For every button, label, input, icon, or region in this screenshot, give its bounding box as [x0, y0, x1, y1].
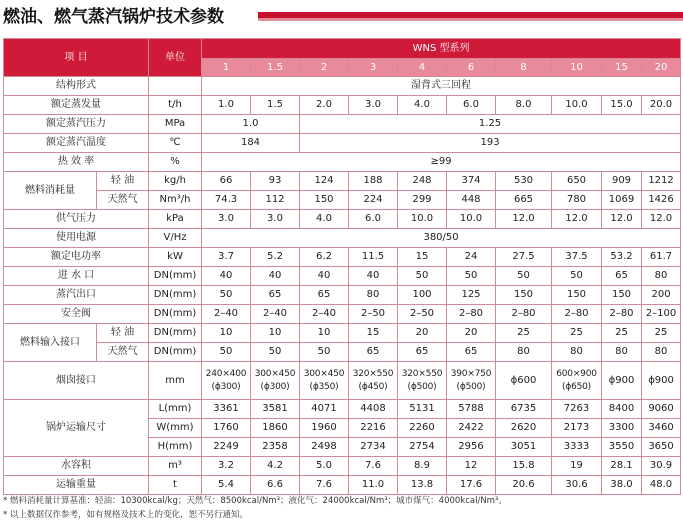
transport-H-value: 2358 [251, 438, 300, 457]
inlet-value: 50 [552, 267, 602, 286]
fuel-in-oil-value: 25 [552, 324, 602, 343]
table-row [4, 400, 681, 419]
fuel-in-label: 燃料输入接口 [4, 324, 97, 362]
model-header: 20 [642, 59, 681, 77]
model-header: 10 [552, 59, 602, 77]
water-value: 12 [447, 457, 496, 476]
fuel-in-oil-unit: DN(mm) [149, 324, 202, 343]
supply-value: 12.0 [496, 210, 552, 229]
power-value: 15 [398, 248, 447, 267]
outlet-value: 100 [398, 286, 447, 305]
safety-value: 2–40 [202, 305, 251, 324]
weight-value: 11.0 [349, 476, 398, 495]
eff-label: 热 效 率 [4, 153, 149, 172]
power-value: 27.5 [496, 248, 552, 267]
chimney-value [496, 362, 552, 400]
evap-value: 3.0 [349, 96, 398, 115]
fuel-in-oil-value: 20 [447, 324, 496, 343]
fuel-oil-unit: kg/h [149, 172, 202, 191]
pressure-label: 额定蒸汽压力 [4, 115, 149, 134]
chimney-diameter: ϕ900 [608, 375, 635, 386]
fuel-in-gas-unit: DN(mm) [149, 343, 202, 362]
header-unit: 单位 [149, 39, 202, 77]
fuel-gas-value: 1426 [642, 191, 681, 210]
supply-value: 10.0 [398, 210, 447, 229]
model-header: 8 [496, 59, 552, 77]
chimney-value [398, 362, 447, 400]
outlet-value: 200 [642, 286, 681, 305]
table-row [4, 267, 681, 286]
power-value: 53.2 [602, 248, 642, 267]
weight-value: 48.0 [642, 476, 681, 495]
evap-unit: t/h [149, 96, 202, 115]
supply-value: 12.0 [602, 210, 642, 229]
chimney-diameter: (ϕ300) [260, 381, 290, 392]
chimney-size: 300×450 [303, 368, 345, 379]
fuel-in-oil-value: 10 [300, 324, 349, 343]
water-value: 15.8 [496, 457, 552, 476]
fuel-gas-value: 448 [447, 191, 496, 210]
safety-value: 2–80 [602, 305, 642, 324]
chimney-value [642, 362, 681, 400]
power-value: 6.2 [300, 248, 349, 267]
supply-label: 供气压力 [4, 210, 149, 229]
inlet-value: 65 [602, 267, 642, 286]
transport-L-value: 9060 [642, 400, 681, 419]
pressure-value: 1.25 [300, 115, 681, 134]
transport-W-value: 2173 [552, 419, 602, 438]
footnote-fuel-basis: * 燃料消耗量计算基准：轻油：10300kcal/kg；天然气：8500kcal/Nm³；液化气：24000kcal/Nm³；城市煤气：4000kcal/Nm³。 [3, 496, 507, 506]
fuel-in-gas-value: 65 [447, 343, 496, 362]
power-unit: kW [149, 248, 202, 267]
weight-value: 17.6 [447, 476, 496, 495]
fuel-gas-value: 224 [349, 191, 398, 210]
fuel-gas-value: 112 [251, 191, 300, 210]
transport-H-value: 2249 [202, 438, 251, 457]
fuel-gas-value: 74.3 [202, 191, 251, 210]
water-value: 7.6 [349, 457, 398, 476]
chimney-size: 240×400 [205, 368, 247, 379]
transport-W-value: 1960 [300, 419, 349, 438]
chimney-diameter: (ϕ450) [358, 381, 388, 392]
eff-value: ≥99 [202, 153, 681, 172]
table-row [4, 286, 681, 305]
outlet-unit: DN(mm) [149, 286, 202, 305]
chimney-diameter: (ϕ300) [211, 381, 241, 392]
chimney-value [552, 362, 602, 400]
fuel-in-oil-value: 25 [496, 324, 552, 343]
fuel-oil-label: 轻 油 [97, 172, 149, 191]
transport-W-unit: W(mm) [149, 419, 202, 438]
transport-W-value: 3460 [642, 419, 681, 438]
table-row [4, 343, 681, 362]
outlet-value: 50 [202, 286, 251, 305]
fuel-oil-value: 93 [251, 172, 300, 191]
chimney-size: 320×550 [401, 368, 443, 379]
table-row [4, 39, 681, 59]
transport-H-value: 3650 [642, 438, 681, 457]
evap-value: 8.0 [496, 96, 552, 115]
chimney-diameter: ϕ900 [648, 375, 674, 386]
fuel-oil-value: 124 [300, 172, 349, 191]
inlet-value: 40 [349, 267, 398, 286]
fuel-label: 燃料消耗量 [4, 172, 97, 210]
water-value: 8.9 [398, 457, 447, 476]
fuel-gas-value: 665 [496, 191, 552, 210]
model-header: 6 [447, 59, 496, 77]
transport-L-value: 4408 [349, 400, 398, 419]
fuel-gas-value: 299 [398, 191, 447, 210]
transport-L-value: 6735 [496, 400, 552, 419]
inlet-unit: DN(mm) [149, 267, 202, 286]
weight-value: 5.4 [202, 476, 251, 495]
fuel-oil-value: 909 [602, 172, 642, 191]
safety-value: 2–40 [300, 305, 349, 324]
structure-label: 结构形式 [4, 77, 149, 96]
water-value: 4.2 [251, 457, 300, 476]
safety-unit: DN(mm) [149, 305, 202, 324]
safety-value: 2–80 [447, 305, 496, 324]
chimney-diameter: ϕ600 [510, 375, 537, 386]
fuel-oil-value: 248 [398, 172, 447, 191]
table-row [4, 115, 681, 134]
chimney-value [349, 362, 398, 400]
safety-value: 2–50 [398, 305, 447, 324]
water-value: 30.9 [642, 457, 681, 476]
evap-value: 10.0 [552, 96, 602, 115]
inlet-value: 40 [300, 267, 349, 286]
safety-value: 2–50 [349, 305, 398, 324]
transport-H-value: 3051 [496, 438, 552, 457]
chimney-size: 390×750 [450, 368, 492, 379]
inlet-value: 40 [251, 267, 300, 286]
fuel-in-oil-value: 25 [642, 324, 681, 343]
temp-value: 184 [202, 134, 300, 153]
chimney-diameter: (ϕ500) [407, 381, 437, 392]
model-header: 15 [602, 59, 642, 77]
structure-unit [149, 77, 202, 96]
chimney-size: 600×900 [556, 368, 597, 379]
table-row [4, 77, 681, 96]
chimney-label: 烟囱接口 [4, 362, 149, 400]
chimney-value [300, 362, 349, 400]
chimney-value [447, 362, 496, 400]
weight-value: 38.0 [602, 476, 642, 495]
water-label: 水容积 [4, 457, 149, 476]
spec-table [3, 38, 681, 495]
table-row [4, 324, 681, 343]
table-row [4, 362, 681, 400]
transport-W-value: 2620 [496, 419, 552, 438]
fuel-in-gas-label: 天然气 [97, 343, 149, 362]
power-value: 61.7 [642, 248, 681, 267]
transport-H-unit: H(mm) [149, 438, 202, 457]
chimney-diameter: (ϕ350) [309, 381, 339, 392]
page-title: 燃油、燃气蒸汽锅炉技术参数 [3, 7, 224, 27]
supply-value: 4.0 [300, 210, 349, 229]
fuel-oil-value: 374 [447, 172, 496, 191]
model-header: 1.5 [251, 59, 300, 77]
temp-unit: ℃ [149, 134, 202, 153]
chimney-size: 320×550 [352, 368, 394, 379]
weight-value: 7.6 [300, 476, 349, 495]
fuel-in-gas-value: 80 [642, 343, 681, 362]
inlet-value: 80 [642, 267, 681, 286]
fuel-in-gas-value: 50 [251, 343, 300, 362]
fuel-in-gas-value: 80 [602, 343, 642, 362]
fuel-gas-value: 1069 [602, 191, 642, 210]
power-value: 3.7 [202, 248, 251, 267]
inlet-value: 50 [496, 267, 552, 286]
transport-label: 锅炉运输尺寸 [4, 400, 149, 457]
outlet-value: 150 [552, 286, 602, 305]
power-value: 37.5 [552, 248, 602, 267]
table-row [4, 96, 681, 115]
pressure-unit: MPa [149, 115, 202, 134]
fuel-gas-value: 150 [300, 191, 349, 210]
fuel-in-oil-value: 10 [202, 324, 251, 343]
transport-L-value: 4071 [300, 400, 349, 419]
transport-W-value: 1760 [202, 419, 251, 438]
power-value: 24 [447, 248, 496, 267]
fuel-oil-value: 530 [496, 172, 552, 191]
chimney-diameter: (ϕ650) [562, 381, 591, 392]
table-row [4, 457, 681, 476]
weight-value: 30.6 [552, 476, 602, 495]
safety-value: 2–100 [642, 305, 681, 324]
outlet-value: 150 [602, 286, 642, 305]
fuel-in-oil-value: 20 [398, 324, 447, 343]
chimney-unit: mm [149, 362, 202, 400]
evap-value: 20.0 [642, 96, 681, 115]
fuel-in-gas-value: 65 [398, 343, 447, 362]
water-value: 28.1 [602, 457, 642, 476]
table-row [4, 229, 681, 248]
model-header: 2 [300, 59, 349, 77]
weight-value: 13.8 [398, 476, 447, 495]
transport-W-value: 1860 [251, 419, 300, 438]
table-row [4, 153, 681, 172]
inlet-value: 50 [447, 267, 496, 286]
table-row [4, 134, 681, 153]
transport-L-value: 3361 [202, 400, 251, 419]
header-series: WNS 型系列 [202, 39, 681, 59]
weight-value: 6.6 [251, 476, 300, 495]
transport-W-value: 2260 [398, 419, 447, 438]
chimney-size: 300×450 [254, 368, 296, 379]
table-row [4, 476, 681, 495]
table-row [4, 172, 681, 191]
transport-H-value: 2754 [398, 438, 447, 457]
inlet-value: 50 [398, 267, 447, 286]
transport-L-value: 8400 [602, 400, 642, 419]
inlet-value: 40 [202, 267, 251, 286]
fuel-in-gas-value: 50 [202, 343, 251, 362]
transport-W-value: 2216 [349, 419, 398, 438]
power-label: 额定电功率 [4, 248, 149, 267]
evap-value: 2.0 [300, 96, 349, 115]
chimney-diameter: (ϕ500) [456, 381, 486, 392]
fuel-gas-label: 天然气 [97, 191, 149, 210]
water-value: 19 [552, 457, 602, 476]
table-row [4, 191, 681, 210]
fuel-oil-value: 650 [552, 172, 602, 191]
safety-value: 2–80 [552, 305, 602, 324]
transport-L-value: 3581 [251, 400, 300, 419]
transport-L-unit: L(mm) [149, 400, 202, 419]
temp-value: 193 [300, 134, 681, 153]
pressure-value: 1.0 [202, 115, 300, 134]
water-unit: m³ [149, 457, 202, 476]
supply-value: 10.0 [447, 210, 496, 229]
fuel-in-gas-value: 80 [496, 343, 552, 362]
power-src-value: 380/50 [202, 229, 681, 248]
transport-H-value: 2956 [447, 438, 496, 457]
power-value: 5.2 [251, 248, 300, 267]
evap-value: 15.0 [602, 96, 642, 115]
transport-H-value: 3550 [602, 438, 642, 457]
evap-value: 1.0 [202, 96, 251, 115]
model-header: 4 [398, 59, 447, 77]
evap-value: 1.5 [251, 96, 300, 115]
transport-L-value: 7263 [552, 400, 602, 419]
transport-H-value: 2498 [300, 438, 349, 457]
temp-label: 额定蒸汽温度 [4, 134, 149, 153]
fuel-gas-value: 780 [552, 191, 602, 210]
model-header: 3 [349, 59, 398, 77]
power-src-unit: V/Hz [149, 229, 202, 248]
fuel-in-gas-value: 50 [300, 343, 349, 362]
eff-unit: % [149, 153, 202, 172]
outlet-value: 80 [349, 286, 398, 305]
outlet-value: 65 [300, 286, 349, 305]
chimney-value [251, 362, 300, 400]
safety-label: 安全阀 [4, 305, 149, 324]
transport-L-value: 5131 [398, 400, 447, 419]
header-item: 项 目 [4, 39, 149, 77]
table-row [4, 210, 681, 229]
weight-value: 20.6 [496, 476, 552, 495]
fuel-in-gas-value: 80 [552, 343, 602, 362]
power-src-label: 使用电源 [4, 229, 149, 248]
fuel-in-oil-value: 25 [602, 324, 642, 343]
supply-unit: kPa [149, 210, 202, 229]
chimney-value [202, 362, 251, 400]
safety-value: 2–40 [251, 305, 300, 324]
fuel-in-oil-value: 15 [349, 324, 398, 343]
transport-L-value: 5788 [447, 400, 496, 419]
fuel-oil-value: 1212 [642, 172, 681, 191]
transport-H-value: 3333 [552, 438, 602, 457]
fuel-oil-value: 188 [349, 172, 398, 191]
chimney-value [602, 362, 642, 400]
safety-value: 2–80 [496, 305, 552, 324]
weight-unit: t [149, 476, 202, 495]
outlet-value: 150 [496, 286, 552, 305]
inlet-label: 进 水 口 [4, 267, 149, 286]
weight-label: 运输重量 [4, 476, 149, 495]
water-value: 3.2 [202, 457, 251, 476]
supply-value: 6.0 [349, 210, 398, 229]
supply-value: 3.0 [202, 210, 251, 229]
outlet-value: 125 [447, 286, 496, 305]
table-row [4, 248, 681, 267]
structure-value: 湿背式三回程 [202, 77, 681, 96]
evap-value: 4.0 [398, 96, 447, 115]
footnote-disclaimer: * 以上数据仅作参考，如有规格及技术上的变化，恕不另行通知。 [3, 510, 248, 520]
transport-W-value: 2422 [447, 419, 496, 438]
footnotes [3, 494, 507, 522]
table-row [4, 305, 681, 324]
fuel-in-gas-value: 65 [349, 343, 398, 362]
supply-value: 12.0 [552, 210, 602, 229]
evap-label: 额定蒸发量 [4, 96, 149, 115]
model-header: 1 [202, 59, 251, 77]
fuel-gas-unit: Nm³/h [149, 191, 202, 210]
supply-value: 3.0 [251, 210, 300, 229]
outlet-value: 65 [251, 286, 300, 305]
water-value: 5.0 [300, 457, 349, 476]
transport-H-value: 2734 [349, 438, 398, 457]
fuel-oil-value: 66 [202, 172, 251, 191]
evap-value: 6.0 [447, 96, 496, 115]
title-bar [0, 0, 683, 30]
fuel-in-oil-value: 10 [251, 324, 300, 343]
power-value: 11.5 [349, 248, 398, 267]
title-decor-stripe-light [258, 18, 683, 21]
transport-W-value: 3300 [602, 419, 642, 438]
fuel-in-oil-label: 轻 油 [97, 324, 149, 343]
supply-value: 12.0 [642, 210, 681, 229]
spec-table-body [4, 39, 681, 495]
outlet-label: 蒸汽出口 [4, 286, 149, 305]
